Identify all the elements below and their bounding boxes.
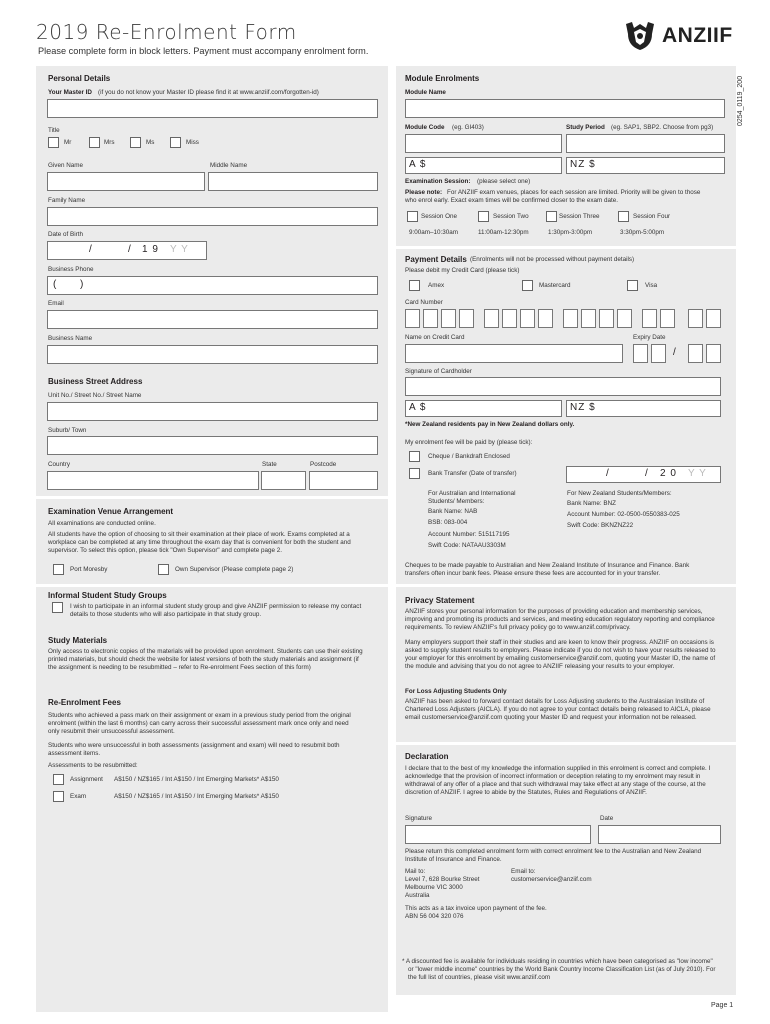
bank-transfer-label: Bank Transfer (Date of transfer) [428,470,517,477]
state-input[interactable] [261,471,306,490]
card-digit[interactable] [599,309,614,328]
card-amex-checkbox[interactable] [409,280,420,291]
phone-open-paren: ( [53,279,58,290]
venue-own-supervisor-checkbox[interactable] [158,564,169,575]
page-subtitle: Please complete form in block letters. Payment must accompany enrolment form. [38,46,369,56]
venue-line-2: All students have the option of choosing to sit their examination at their place of work. Exams completed at a workplace can be completed at any time throughout the exam day that is convenient for both the student and supervisor. To select this option, please tick "Own Supervisor" and complete page 2. [48,531,351,554]
title-ms-label: Ms [146,139,155,146]
country-label: Country [48,461,71,468]
card-digit[interactable] [706,309,721,328]
informal-group-checkbox[interactable] [52,602,63,613]
card-digit[interactable] [538,309,553,328]
state-label: State [262,461,277,468]
bt-slash-2: / [645,468,649,479]
module-fee-nzd-prefix: NZ $ [570,159,596,170]
title-mrs-label: Mrs [104,139,115,146]
declaration-signature-label: Signature [405,815,432,822]
module-code-label: Module Code [405,124,445,131]
note-text: For ANZIIF exam venues, places for each session are limited. Priority will be given to those who enrol early. Exact exam times will be confirmed closer to the exam date. [405,189,701,204]
card-amex-label: Amex [428,282,445,289]
anziif-crest-icon [622,20,658,52]
session-one-checkbox[interactable] [407,211,418,222]
session-four-time: 3:30pm-5:00pm [620,229,665,236]
given-name-input[interactable] [47,172,205,191]
fees-heading: Re-Enrolment Fees [48,698,121,707]
title-mrs-checkbox[interactable] [89,137,100,148]
bt-century: 2 0 [660,468,677,479]
resubmit-assignment-label: Assignment [70,776,103,783]
bt-slash-1: / [606,468,610,479]
resubmit-assignment-checkbox[interactable] [53,774,64,785]
privacy-heading: Privacy Statement [405,596,475,605]
nz-bank-line: Swift Code: BKNZNZ22 [567,522,634,529]
title-miss-checkbox[interactable] [170,137,181,148]
dob-label: Date of Birth [48,231,83,238]
card-visa-checkbox[interactable] [627,280,638,291]
master-id-hint: (if you do not know your Master ID please find it at www.anziif.com/forgotten-id) [98,89,319,96]
session-three-time: 1:30pm-3:00pm [548,229,593,236]
title-mr-label: Mr [64,139,72,146]
venue-port-moresby-checkbox[interactable] [53,564,64,575]
debit-label: Please debit my Credit Card (please tick) [405,267,520,274]
venue-heading: Examination Venue Arrangement [48,507,174,516]
study-period-input[interactable] [566,134,725,153]
address-heading: Business Street Address [48,377,143,386]
cardholder-signature-input[interactable] [405,377,721,396]
mail-to-label: Mail to: [405,868,426,875]
card-digit[interactable] [484,309,499,328]
module-fee-aud-prefix: A $ [409,159,427,170]
payment-total-aud-prefix: A $ [409,402,427,413]
email-address: customerservice@anziif.com [511,876,592,883]
venue-port-moresby-label: Port Moresby [70,566,108,573]
nz-bank-line: Bank Name: BNZ [567,500,616,507]
au-bank-line: Swift Code: NATAAU3303M [428,542,506,549]
nz-bank-line: Account Number: 02-0500-0550383-025 [567,511,680,518]
card-digit[interactable] [617,309,632,328]
mail-line: Melbourne VIC 3000 [405,884,463,891]
loss-text: ANZIIF has been asked to forward contact details for Loss Adjusting students to the Australasian Institute of Chartered Loss Adjusters (AICLA). If you do not agree to your contact details being released to AICLA, please email customerservice@anziif.com quoting your Master ID and request your information not be released. [405,698,711,721]
dob-slash-2: / [128,244,132,255]
email-to-label: Email to: [511,868,536,875]
informal-heading: Informal Student Study Groups [48,591,167,600]
payment-total-aud-input[interactable] [405,400,562,417]
resubmit-exam-label: Exam [70,793,87,800]
card-digit[interactable] [660,309,675,328]
dob-year-placeholder: Y Y [170,244,189,255]
business-name-input[interactable] [47,345,378,364]
phone-close-paren: ) [80,279,85,290]
au-bank-line: BSB: 083-004 [428,519,468,526]
abn-number: ABN 56 004 320 076 [405,913,464,920]
loss-heading: For Loss Adjusting Students Only [405,688,507,695]
card-digit[interactable] [502,309,517,328]
resubmit-exam-checkbox[interactable] [53,791,64,802]
exam-session-label: Examination Session: [405,178,471,185]
street-input[interactable] [47,402,378,421]
country-input[interactable] [47,471,259,490]
discount-note: * A discounted fee is available for individuals residing in countries which have been categorised as "low income" or "lower middle income" countries by the World Bank Country Income Classification List (as of July 2010). For the full list of countries, please visit www.anziif.com [402,958,716,981]
fees-p3: Assessments to be resubmitted: [48,762,138,769]
session-four-checkbox[interactable] [618,211,629,222]
exam-session-hint: (please select one) [477,178,531,185]
privacy-p1: ANZIIF stores your personal information for the purposes of providing education and membership services, improving and promoting its products and services, and meeting education regulatory reporting and compliance requirements. To review ANZIIF's full privacy policy go to www.anziif.com/privacy. [405,608,715,631]
master-id-input[interactable] [47,99,378,118]
materials-heading: Study Materials [48,636,108,645]
street-label: Unit No./ Street No./ Street Name [48,392,142,399]
module-name-label: Module Name [405,89,446,96]
bank-transfer-checkbox[interactable] [409,468,420,479]
tax-invoice-note: This acts as a tax invoice upon payment of the fee. [405,905,547,912]
declaration-heading: Declaration [405,752,449,761]
venue-own-supervisor-label: Own Supervisor (Please complete page 2) [175,566,294,573]
middle-name-input[interactable] [208,172,378,191]
bt-year-placeholder: Y Y [688,468,707,479]
payment-total-nzd-prefix: NZ $ [570,402,596,413]
card-digit[interactable] [642,309,657,328]
mail-line: Level 7, 628 Bourke Street [405,876,480,883]
card-digit[interactable] [441,309,456,328]
page-number: Page 1 [711,1002,734,1009]
title-label: Title [48,127,60,134]
anziif-logo [622,17,740,55]
note-bold: Please note: [405,189,443,196]
card-visa-label: Visa [645,282,658,289]
session-one-label: Session One [421,213,458,220]
resubmit-exam-fee: A$150 / NZ$165 / Int A$150 / Int Emerging Markets* A$150 [114,793,279,800]
title-mr-checkbox[interactable] [48,137,59,148]
cheque-label: Cheque / Bankdraft Enclosed [428,453,510,460]
session-three-checkbox[interactable] [546,211,557,222]
materials-text: Only access to electronic copies of the materials will be provided upon enrolment. Students can use their existing printed materials, but should check the website for latest versions of both the study materials and assignment (if the assignment is needing to be resubmitted – refer to Re-enrolment Fees section of this form) [48,648,363,671]
module-fee-aud-input[interactable] [405,157,562,174]
expiry-digit[interactable] [688,344,703,363]
venue-line-1: All examinations are conducted online. [48,520,156,527]
module-code-input[interactable] [405,134,562,153]
mail-line: Australia [405,892,430,899]
session-one-time: 9:00am–10:30am [409,229,459,236]
master-id-label: Your Master ID [48,89,92,96]
payment-heading: Payment Details [405,255,467,264]
dob-century: 1 9 [142,244,159,255]
title-ms-checkbox[interactable] [130,137,141,148]
name-on-card-input[interactable] [405,344,623,363]
card-mastercard-checkbox[interactable] [522,280,533,291]
expiry-digit[interactable] [633,344,648,363]
logo-text: ANZIIF [662,24,733,47]
session-two-label: Session Two [493,213,529,220]
au-bank-line: Account Number: 515117195 [428,531,510,538]
business-phone-input[interactable] [47,276,378,295]
name-on-card-label: Name on Credit Card [405,334,465,341]
payment-heading-hint: (Enrolments will not be processed without payment details) [470,256,635,263]
nz-bank-title: For New Zealand Students/Members: [567,490,672,497]
au-bank-title: For Australian and International Students/ Members: [428,490,516,505]
nz-note: *New Zealand residents pay in New Zealand dollars only. [405,421,575,428]
return-text: Please return this completed enrolment form with correct enrolment fee to the Australian and New Zealand Institute of Insurance and Finance. [405,848,702,863]
page-title: 2019 Re-Enrolment Form [36,20,297,44]
card-digit[interactable] [423,309,438,328]
fees-p1: Students who achieved a pass mark on their assignment or exam in a previous study period from the original enrolment (within the last 6 months) can carry across their successful assessment mark once only and need only resubmit their unsuccessful assessment. [48,712,351,735]
resubmit-assignment-fee: A$150 / NZ$165 / Int A$150 / Int Emerging Markets* A$150 [114,776,279,783]
card-digit[interactable] [405,309,420,328]
au-bank-line: Bank Name: NAB [428,508,478,515]
cheque-note: Cheques to be made payable to Australian and New Zealand Institute of Insurance and Finance. Bank transfers often incur bank fees. Please ensure these fees are accounted for in your transfer. [405,562,690,577]
card-digit[interactable] [688,309,703,328]
business-phone-label: Business Phone [48,266,94,273]
card-mastercard-label: Mastercard [539,282,571,289]
suburb-label: Suburb/ Town [48,427,87,434]
postcode-label: Postcode [310,461,337,468]
email-input[interactable] [47,310,378,329]
informal-text: I wish to participate in an informal student study group and give ANZIIF permission to release my contact details to those students who will also participate in that study group. [70,603,362,618]
given-name-label: Given Name [48,162,83,169]
study-period-hint: (eg. SAP1, SBP2. Choose from pg3) [611,124,714,131]
cheque-checkbox[interactable] [409,451,420,462]
card-number-label: Card Number [405,299,443,306]
expiry-digit[interactable] [706,344,721,363]
module-name-input[interactable] [405,99,725,118]
card-digit[interactable] [459,309,474,328]
dob-slash-1: / [89,244,93,255]
title-miss-label: Miss [186,139,199,146]
expiry-label: Expiry Date [633,334,666,341]
session-two-time: 11:00am-12:30pm [478,229,529,236]
declaration-text: I declare that to the best of my knowledge the information supplied in this enrolment is correct and complete. I acknowledge that the provision of incorrect information or deception relating to my enrolment may result in withdrawal of any offer of a place and that such withdrawal may take effect at any stage of the course, at the discretion of ANZIIF. I agree to abide by the Statutes, Rules and Regulations of ANZIIF. [405,765,711,796]
email-label: Email [48,300,64,307]
postcode-input[interactable] [309,471,378,490]
card-digit[interactable] [520,309,535,328]
paid-by-label: My enrolment fee will be paid by (please tick): [405,439,533,446]
business-name-label: Business Name [48,335,93,342]
card-digit[interactable] [563,309,578,328]
module-code-hint: (eg. GI403) [452,124,484,131]
fees-p2: Students who were unsuccessful in both assessments (assignment and exam) will need to resubmit both assessment items. [48,742,340,757]
declaration-date-input[interactable] [598,825,721,844]
cardholder-signature-label: Signature of Cardholder [405,368,472,375]
middle-name-label: Middle Name [210,162,248,169]
family-name-input[interactable] [47,207,378,226]
session-two-checkbox[interactable] [478,211,489,222]
declaration-signature-input[interactable] [405,825,591,844]
card-digit[interactable] [581,309,596,328]
study-period-label: Study Period [566,124,605,131]
declaration-date-label: Date [600,815,614,822]
suburb-input[interactable] [47,436,378,455]
modules-heading: Module Enrolments [405,74,480,83]
family-name-label: Family Name [48,197,86,204]
expiry-digit[interactable] [651,344,666,363]
expiry-slash: / [673,347,677,358]
session-three-label: Session Three [559,213,600,220]
session-four-label: Session Four [633,213,671,220]
privacy-p2: Many employers support their staff in their studies and are keen to know their progress. ANZIIF on occasions is asked to supply student results to employers. Please indicate if you do not wish to have your results released to your employer for this enrolment by emailing customerservice@anziif.com, quoting your Master ID, the name of the module and advising that you do not agree to ANZIIF releasing your results to your employer. [405,639,716,670]
form-code: 0254_0119_200 [737,75,744,126]
personal-details-heading: Personal Details [48,74,111,83]
